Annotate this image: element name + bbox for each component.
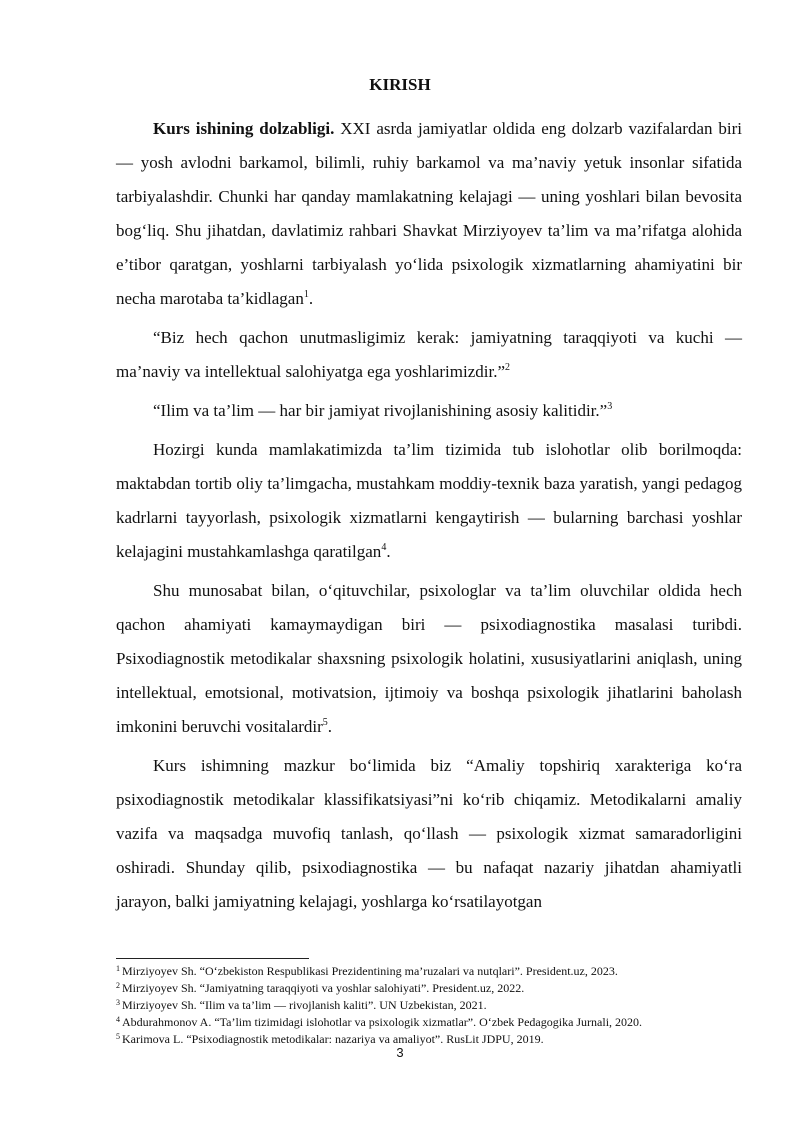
footnote-number: 4 [116, 1015, 120, 1024]
footnote-number: 5 [116, 1032, 120, 1041]
paragraph-quote-2 [116, 394, 742, 428]
paragraph-reforms [116, 433, 742, 569]
paragraph-text: XXI asrda jamiyatlar oldida eng dolzarb vazifalardan biri — yosh avlodni barkamol, bilimli, ruhiy barkamol va ma’naviy yetuk insonlar sifatida tarbiyalashdir. Chunki har qanday mamlakatning kelajagi — uning yoshlari bilan bevosita bog‘liq. Shu jihatdan, davlatimiz rahbari Shavkat Mirziyoyev ta’lim va ma’rifatga alohida e’tibor qaratgan, yoshlarni tarbiyalash yo‘lida psixologik xizmatlarning ahamiyatini bir necha marotaba ta’kidlagan [116, 119, 742, 308]
footnote-text: Mirziyoyev Sh. “O‘zbekiston Respublikasi Prezidentining ma’ruzalari va nutqlari”. President.uz, 2023. [122, 964, 618, 978]
footnote-ref[interactable]: 1 [303, 289, 309, 300]
paragraph-text: Kurs ishimning mazkur bo‘limida biz “Amaliy topshiriq xarakteriga ko‘ra psixodiagnostik metodikalar klassifikatsiyasi”ni ko‘rib chiqamiz. Metodikalarni amaliy vazifa va maqsadga muvofiq tanlash, qo‘llash — psixologik xizmat samaradorligini oshiradi. Shunday qilib, psixodiagnostika — bu nafaqat nazariy jihatdan ahamiyatli jarayon, balki jamiyatning kelajagi, yoshlarga ko‘rsatilayotgan [116, 756, 742, 911]
footnote-item [116, 980, 756, 997]
footnote-text: Mirziyoyev Sh. “Jamiyatning taraqqiyoti va yoshlar salohiyati”. President.uz, 2022. [122, 981, 525, 995]
paragraph-end: . [386, 542, 391, 561]
footnote-text: Mirziyoyev Sh. “Ilim va ta’lim — rivojlanish kaliti”. UN Uzbekistan, 2021. [122, 998, 487, 1012]
body-text [116, 112, 742, 924]
paragraph-quote-1 [116, 321, 742, 389]
paragraph-text: Shu munosabat bilan, o‘qituvchilar, psixologlar va ta’lim oluvchilar oldida hech qachon ahamiyati kamaymaydigan biri — psixodiagnostika masalasi turibdi. Psixodiagnostik metodikalar shaxsning psixologik holatini, xususiyatlarini aniqlash, uning intellektual, emotsional, motivatsion, ijtimoiy va boshqa psixologik jihatlarini baholash imkonini beruvchi vositalardir [116, 581, 742, 736]
footnote-ref[interactable]: 2 [504, 362, 510, 373]
section-title: KIRISH [369, 75, 431, 94]
paragraph-end: . [327, 717, 333, 736]
paragraph-lead: Kurs ishining dolzabligi. [153, 119, 335, 138]
paragraph-relevance [116, 112, 742, 316]
footnote-ref[interactable]: 4 [381, 542, 387, 553]
footnote-text: Abdurahmonov A. “Ta’lim tizimidagi islohotlar va psixologik xizmatlar”. O‘zbek Pedagogika Jurnali, 2020. [122, 1015, 643, 1029]
footnote-ref[interactable]: 5 [322, 717, 328, 728]
paragraph-text: Hozirgi kunda mamlakatimizda ta’lim tizimida tub islohotlar olib borilmoqda: maktabdan tortib oliy ta’limgacha, mustahkam moddiy-texnik baza yaratish, yangi pedagog kadrlarni tayyorlash, psixologik xizmatlarni kengaytirish — bularning barchasi yoshlar kelajagini mustahkamlashga qaratilgan [116, 440, 742, 561]
paragraph-end: . [308, 289, 314, 308]
footnote-item [116, 997, 756, 1014]
paragraph-course-section [116, 749, 742, 919]
footnote-number: 2 [116, 981, 120, 990]
paragraph-psychodiagnostics [116, 574, 742, 744]
footnote-number: 1 [116, 964, 120, 973]
footnote-text: Karimova L. “Psixodiagnostik metodikalar: nazariya va amaliyot”. RusLit JDPU, 2019. [122, 1032, 544, 1046]
footnote-separator [116, 958, 309, 959]
footnote-ref[interactable]: 3 [607, 401, 613, 412]
footnote-number: 3 [116, 998, 120, 1007]
page-number: 3 [396, 1045, 404, 1060]
paragraph-text: “Ilim va ta’lim — har bir jamiyat rivojlanishining asosiy kalitidir.” [153, 401, 608, 420]
footnote-item [116, 963, 756, 980]
footnotes [116, 963, 756, 1048]
paragraph-text: “Biz hech qachon unutmasligimiz kerak: jamiyatning taraqqiyoti va kuchi — ma’naviy va intellektual salohiyatga ega yoshlarimizdir.” [116, 328, 742, 381]
footnote-item [116, 1014, 756, 1031]
